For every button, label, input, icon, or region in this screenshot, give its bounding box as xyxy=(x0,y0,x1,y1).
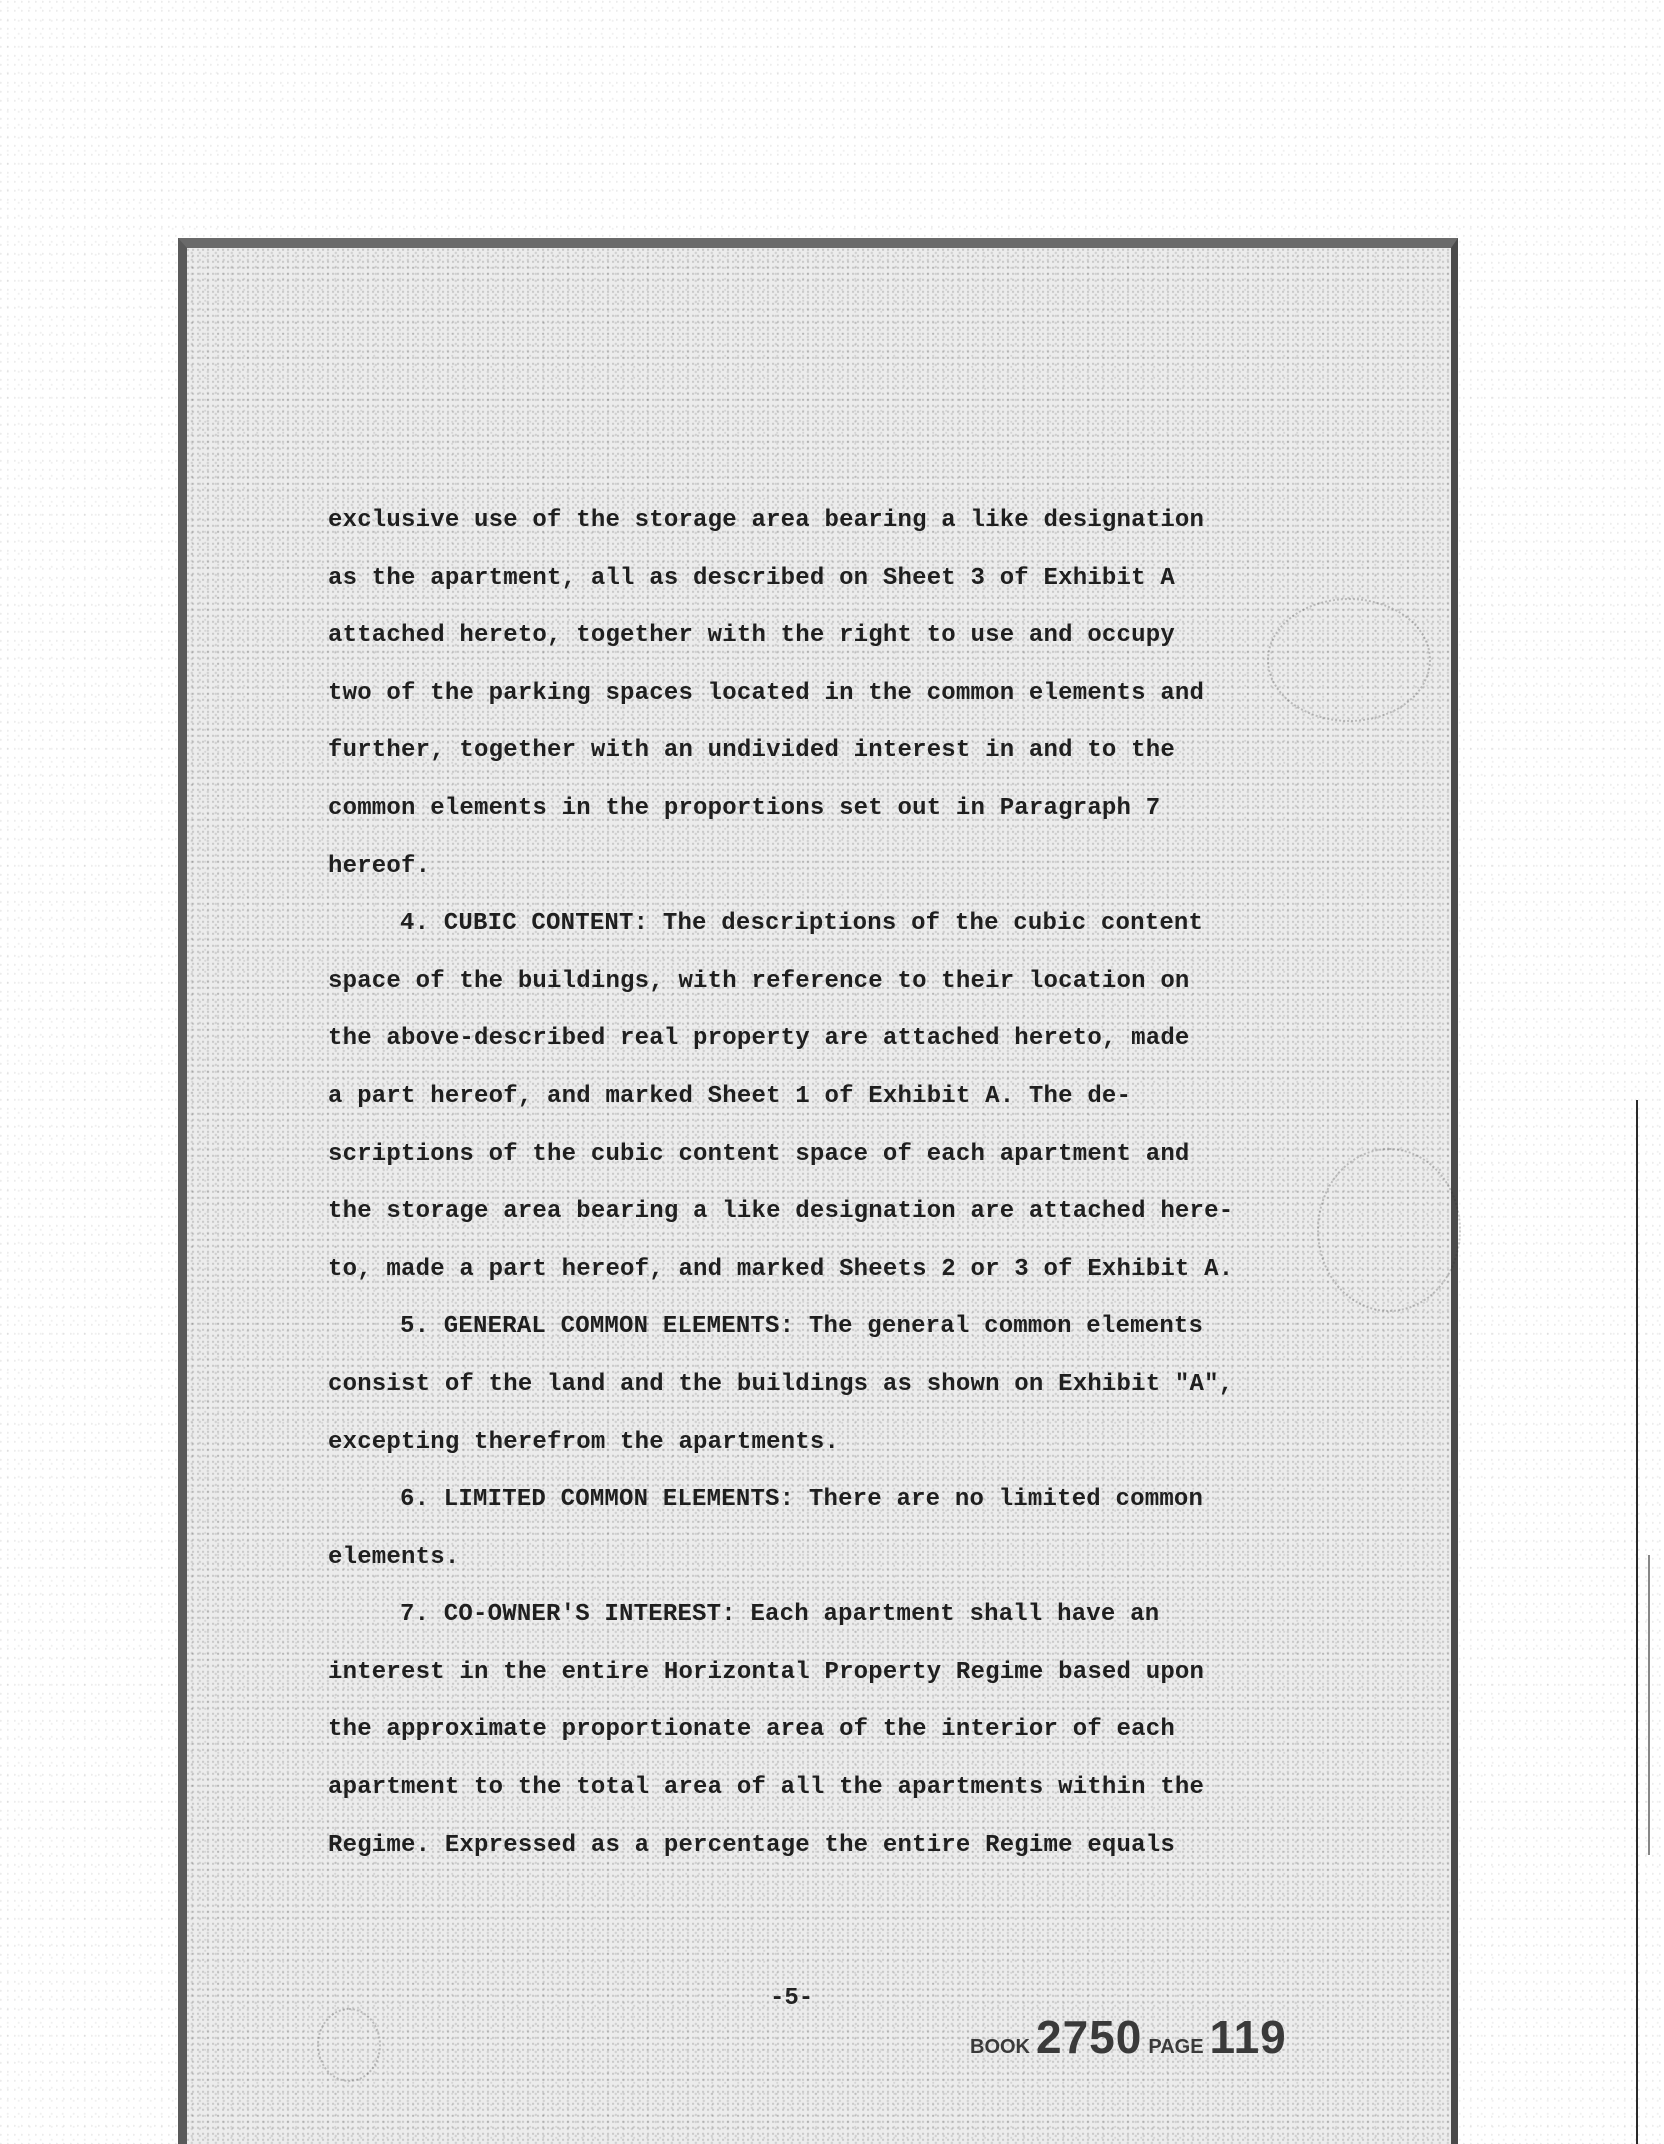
smudge-mark xyxy=(1267,598,1431,722)
text-line: to, made a part hereof, and marked Sheets 2 or 3 of Exhibit A. xyxy=(328,1255,1234,1283)
page-value: 119 xyxy=(1209,2011,1287,2063)
book-page-stamp xyxy=(970,2010,1287,2064)
text-line: space of the buildings, with reference to their location on xyxy=(328,967,1190,995)
text-line: a part hereof, and marked Sheet 1 of Exhibit A. The de- xyxy=(328,1082,1132,1110)
text-line: scriptions of the cubic content space of each apartment and xyxy=(328,1140,1190,1168)
scan-edge-line xyxy=(1648,1555,1650,1855)
text-line: common elements in the proportions set out in Paragraph 7 xyxy=(328,794,1161,822)
paragraph-4-heading-line: 4. CUBIC CONTENT: The descriptions of the cubic content xyxy=(400,910,1204,938)
text-line: as the apartment, all as described on Sheet 3 of Exhibit A xyxy=(328,564,1175,592)
text-line: consist of the land and the buildings as shown on Exhibit "A", xyxy=(328,1370,1234,1398)
page-number: -5- xyxy=(770,1985,814,2012)
paragraph-5-heading-line: 5. GENERAL COMMON ELEMENTS: The general common elements xyxy=(400,1313,1204,1341)
text-line: Regime. Expressed as a percentage the entire Regime equals xyxy=(328,1831,1175,1859)
text-line: the storage area bearing a like designation are attached here- xyxy=(328,1198,1234,1226)
text-line: interest in the entire Horizontal Property Regime based upon xyxy=(328,1658,1205,1686)
smudge-mark xyxy=(317,2008,381,2082)
smudge-mark xyxy=(1317,1148,1461,1312)
text-line: further, together with an undivided interest in and to the xyxy=(328,737,1175,765)
text-line: two of the parking spaces located in the common elements and xyxy=(328,679,1205,707)
text-line: hereof. xyxy=(328,852,431,880)
text-line: the above-described real property are attached hereto, made xyxy=(328,1025,1190,1053)
text-line: the approximate proportionate area of the interior of each xyxy=(328,1716,1175,1744)
paragraph-7-heading-line: 7. CO-OWNER'S INTEREST: Each apartment shall have an xyxy=(400,1601,1160,1629)
text-line: attached hereto, together with the right to use and occupy xyxy=(328,622,1175,650)
book-number: 2750 xyxy=(1036,2011,1143,2063)
document-body xyxy=(328,492,1268,1874)
scan-edge-line xyxy=(1636,1100,1638,2144)
book-label: BOOK xyxy=(970,2036,1030,2058)
text-line: elements. xyxy=(328,1543,460,1571)
text-line: excepting therefrom the apartments. xyxy=(328,1428,840,1456)
paragraph-6-heading-line: 6. LIMITED COMMON ELEMENTS: There are no limited common xyxy=(400,1486,1204,1514)
page-label: PAGE xyxy=(1148,2036,1204,2058)
text-line: exclusive use of the storage area bearing a like designation xyxy=(328,507,1205,534)
text-line: apartment to the total area of all the apartments within the xyxy=(328,1774,1205,1802)
